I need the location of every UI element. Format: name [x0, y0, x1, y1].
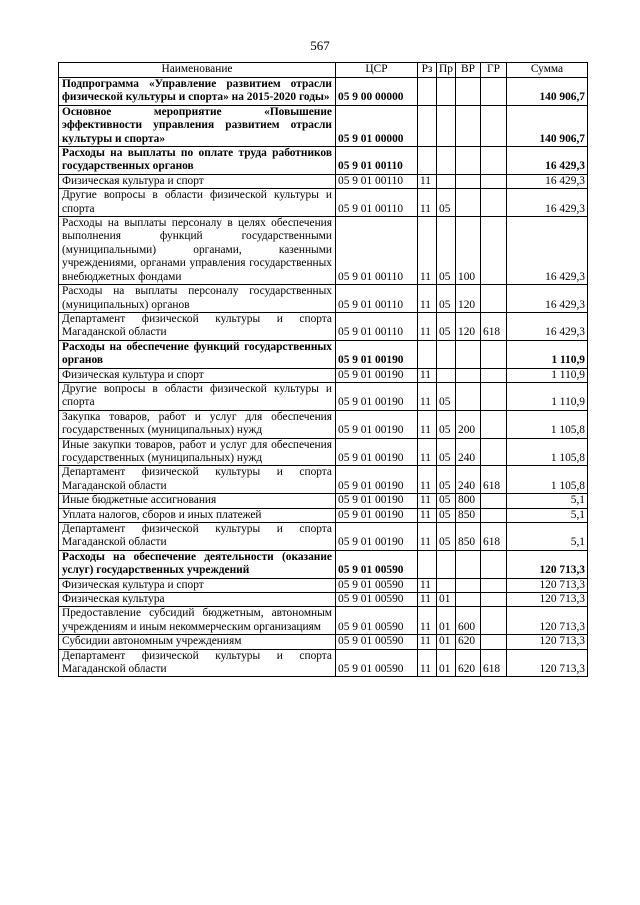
cell-gr [481, 607, 507, 635]
cell-vr: 240 [456, 466, 481, 494]
cell-rz [418, 78, 437, 106]
table-row [59, 550, 588, 578]
cell-name: Подпрограмма «Управление развитием отрасли физической культуры и спорта» на 2015-2020 годы» [59, 78, 336, 106]
cell-vr: 620 [456, 635, 481, 649]
cell-vr: 120 [456, 285, 481, 313]
cell-name: Расходы на выплаты персоналу в целях обеспечения выполнения функций государственными (муниципальными) органами, казенными учреждениями, органами управления государственных внебюджетных фондами [59, 217, 336, 285]
table-header-row [59, 63, 588, 78]
cell-rz: 11 [418, 523, 437, 551]
cell-pr: 05 [437, 285, 456, 313]
table-row [59, 635, 588, 649]
cell-name: Расходы на обеспечение деятельности (оказание услуг) государственных учреждений [59, 550, 336, 578]
cell-sum: 5,1 [507, 523, 588, 551]
cell-name: Другие вопросы в области физической культуры и спорта [59, 382, 336, 410]
cell-gr [481, 578, 507, 592]
cell-csr: 05 9 01 00590 [336, 550, 418, 578]
cell-gr [481, 174, 507, 188]
cell-pr: 05 [437, 189, 456, 217]
cell-vr: 100 [456, 217, 481, 285]
table-row [59, 147, 588, 175]
cell-rz: 11 [418, 494, 437, 508]
cell-vr: 850 [456, 508, 481, 522]
cell-vr: 240 [456, 438, 481, 466]
cell-sum: 16 429,3 [507, 285, 588, 313]
cell-gr [481, 105, 507, 146]
cell-vr: 620 [456, 649, 481, 677]
cell-sum: 120 713,3 [507, 635, 588, 649]
cell-csr: 05 9 01 00190 [336, 438, 418, 466]
cell-rz [418, 105, 437, 146]
cell-gr [481, 340, 507, 368]
table-row [59, 607, 588, 635]
cell-gr [481, 78, 507, 106]
cell-pr [437, 105, 456, 146]
table-row [59, 593, 588, 607]
cell-csr: 05 9 01 00110 [336, 312, 418, 340]
cell-pr [437, 340, 456, 368]
cell-vr [456, 382, 481, 410]
cell-name: Другие вопросы в области физической культуры и спорта [59, 189, 336, 217]
cell-sum: 140 906,7 [507, 78, 588, 106]
cell-vr: 200 [456, 410, 481, 438]
cell-name: Расходы на выплаты по оплате труда работников государственных органов [59, 147, 336, 175]
cell-rz: 11 [418, 593, 437, 607]
table-row [59, 494, 588, 508]
cell-name: Физическая культура и спорт [59, 578, 336, 592]
header-gr: ГР [481, 63, 507, 78]
cell-vr [456, 593, 481, 607]
cell-gr [481, 635, 507, 649]
cell-name: Предоставление субсидий бюджетным, автономным учреждениям и иным некоммерческим организациям [59, 607, 336, 635]
cell-rz [418, 340, 437, 368]
cell-pr [437, 578, 456, 592]
table-row [59, 508, 588, 522]
cell-csr: 05 9 01 00110 [336, 217, 418, 285]
cell-rz: 11 [418, 578, 437, 592]
cell-sum: 1 110,9 [507, 340, 588, 368]
budget-table [58, 62, 588, 677]
cell-name: Физическая культура и спорт [59, 368, 336, 382]
cell-sum: 1 105,8 [507, 410, 588, 438]
cell-name: Физическая культура и спорт [59, 174, 336, 188]
cell-rz: 11 [418, 410, 437, 438]
cell-pr: 01 [437, 649, 456, 677]
cell-rz: 11 [418, 438, 437, 466]
cell-gr [481, 285, 507, 313]
table-row [59, 649, 588, 677]
cell-csr: 05 9 01 00190 [336, 523, 418, 551]
cell-rz: 11 [418, 285, 437, 313]
table-row [59, 523, 588, 551]
cell-pr: 01 [437, 607, 456, 635]
cell-gr [481, 147, 507, 175]
cell-pr: 05 [437, 508, 456, 522]
table-row [59, 312, 588, 340]
cell-rz: 11 [418, 174, 437, 188]
cell-gr: 618 [481, 649, 507, 677]
cell-csr: 05 9 01 00110 [336, 285, 418, 313]
cell-sum: 120 713,3 [507, 649, 588, 677]
cell-pr [437, 78, 456, 106]
header-vr: ВР [456, 63, 481, 78]
cell-pr [437, 550, 456, 578]
cell-pr [437, 368, 456, 382]
cell-name: Основное мероприятие «Повышение эффективности управления развитием отрасли культуры и спорта» [59, 105, 336, 146]
cell-name: Физическая культура [59, 593, 336, 607]
table-row [59, 340, 588, 368]
cell-rz [418, 147, 437, 175]
cell-csr: 05 9 01 00190 [336, 466, 418, 494]
cell-sum: 1 105,8 [507, 438, 588, 466]
cell-rz: 11 [418, 466, 437, 494]
cell-gr [481, 550, 507, 578]
cell-vr: 600 [456, 607, 481, 635]
cell-vr [456, 578, 481, 592]
cell-name: Закупка товаров, работ и услуг для обеспечения государственных (муниципальных) нужд [59, 410, 336, 438]
cell-gr: 618 [481, 466, 507, 494]
cell-pr: 05 [437, 494, 456, 508]
cell-pr: 05 [437, 382, 456, 410]
cell-vr [456, 78, 481, 106]
cell-sum: 1 105,8 [507, 466, 588, 494]
cell-sum: 120 713,3 [507, 550, 588, 578]
table-row [59, 174, 588, 188]
cell-sum: 5,1 [507, 508, 588, 522]
header-pr: Пр [437, 63, 456, 78]
cell-sum: 16 429,3 [507, 174, 588, 188]
cell-gr [481, 382, 507, 410]
cell-pr: 05 [437, 466, 456, 494]
cell-csr: 05 9 01 00590 [336, 593, 418, 607]
cell-csr: 05 9 01 00590 [336, 607, 418, 635]
cell-vr [456, 368, 481, 382]
cell-name: Департамент физической культуры и спорта Магаданской области [59, 649, 336, 677]
cell-name: Расходы на выплаты персоналу государственных (муниципальных) органов [59, 285, 336, 313]
cell-rz: 11 [418, 382, 437, 410]
cell-vr [456, 189, 481, 217]
cell-gr [481, 189, 507, 217]
table-body [59, 78, 588, 677]
cell-vr [456, 550, 481, 578]
cell-csr: 05 9 01 00190 [336, 410, 418, 438]
cell-pr: 05 [437, 312, 456, 340]
header-csr: ЦСР [336, 63, 418, 78]
cell-name: Расходы на обеспечение функций государственных органов [59, 340, 336, 368]
header-name: Наименование [59, 63, 336, 78]
cell-name: Иные бюджетные ассигнования [59, 494, 336, 508]
cell-sum: 16 429,3 [507, 217, 588, 285]
header-rz: Рз [418, 63, 437, 78]
cell-csr: 05 9 01 00190 [336, 382, 418, 410]
cell-sum: 16 429,3 [507, 312, 588, 340]
table-row [59, 78, 588, 106]
cell-pr: 05 [437, 523, 456, 551]
table-row [59, 285, 588, 313]
cell-csr: 05 9 01 00190 [336, 508, 418, 522]
cell-rz: 11 [418, 312, 437, 340]
cell-pr: 01 [437, 635, 456, 649]
cell-csr: 05 9 00 00000 [336, 78, 418, 106]
cell-csr: 05 9 01 00190 [336, 494, 418, 508]
cell-pr: 05 [437, 217, 456, 285]
cell-gr [481, 593, 507, 607]
cell-sum: 16 429,3 [507, 147, 588, 175]
cell-rz [418, 550, 437, 578]
cell-sum: 120 713,3 [507, 578, 588, 592]
cell-sum: 1 110,9 [507, 382, 588, 410]
cell-vr: 800 [456, 494, 481, 508]
cell-csr: 05 9 01 00110 [336, 147, 418, 175]
cell-sum: 120 713,3 [507, 593, 588, 607]
cell-csr: 05 9 01 00590 [336, 578, 418, 592]
cell-name: Департамент физической культуры и спорта Магаданской области [59, 523, 336, 551]
cell-vr [456, 340, 481, 368]
cell-gr [481, 508, 507, 522]
cell-pr [437, 147, 456, 175]
cell-rz: 11 [418, 189, 437, 217]
cell-rz: 11 [418, 607, 437, 635]
cell-vr: 850 [456, 523, 481, 551]
cell-vr: 120 [456, 312, 481, 340]
cell-gr [481, 410, 507, 438]
header-sum: Сумма [507, 63, 588, 78]
cell-csr: 05 9 01 00590 [336, 635, 418, 649]
table-row [59, 410, 588, 438]
cell-pr: 05 [437, 410, 456, 438]
cell-csr: 05 9 01 00000 [336, 105, 418, 146]
cell-name: Иные закупки товаров, работ и услуг для обеспечения государственных (муниципальных) нужд [59, 438, 336, 466]
cell-rz: 11 [418, 217, 437, 285]
cell-gr [481, 368, 507, 382]
cell-gr [481, 438, 507, 466]
table-row [59, 217, 588, 285]
cell-vr [456, 174, 481, 188]
cell-rz: 11 [418, 649, 437, 677]
cell-vr [456, 147, 481, 175]
cell-rz: 11 [418, 635, 437, 649]
cell-sum: 120 713,3 [507, 607, 588, 635]
cell-pr: 05 [437, 438, 456, 466]
page-number: 567 [310, 38, 330, 53]
table-row [59, 368, 588, 382]
cell-csr: 05 9 01 00590 [336, 649, 418, 677]
cell-csr: 05 9 01 00110 [336, 189, 418, 217]
cell-vr [456, 105, 481, 146]
cell-gr [481, 494, 507, 508]
cell-gr [481, 217, 507, 285]
cell-sum: 16 429,3 [507, 189, 588, 217]
cell-name: Департамент физической культуры и спорта Магаданской области [59, 312, 336, 340]
table-row [59, 105, 588, 146]
cell-name: Субсидии автономным учреждениям [59, 635, 336, 649]
cell-rz: 11 [418, 508, 437, 522]
table-row [59, 466, 588, 494]
cell-csr: 05 9 01 00190 [336, 340, 418, 368]
cell-gr: 618 [481, 312, 507, 340]
table-row [59, 382, 588, 410]
cell-csr: 05 9 01 00110 [336, 174, 418, 188]
cell-rz: 11 [418, 368, 437, 382]
cell-name: Департамент физической культуры и спорта Магаданской области [59, 466, 336, 494]
table-row [59, 578, 588, 592]
table-row [59, 189, 588, 217]
cell-csr: 05 9 01 00190 [336, 368, 418, 382]
cell-pr: 01 [437, 593, 456, 607]
cell-name: Уплата налогов, сборов и иных платежей [59, 508, 336, 522]
cell-sum: 5,1 [507, 494, 588, 508]
table-row [59, 438, 588, 466]
cell-sum: 140 906,7 [507, 105, 588, 146]
cell-pr [437, 174, 456, 188]
cell-gr: 618 [481, 523, 507, 551]
cell-sum: 1 110,9 [507, 368, 588, 382]
